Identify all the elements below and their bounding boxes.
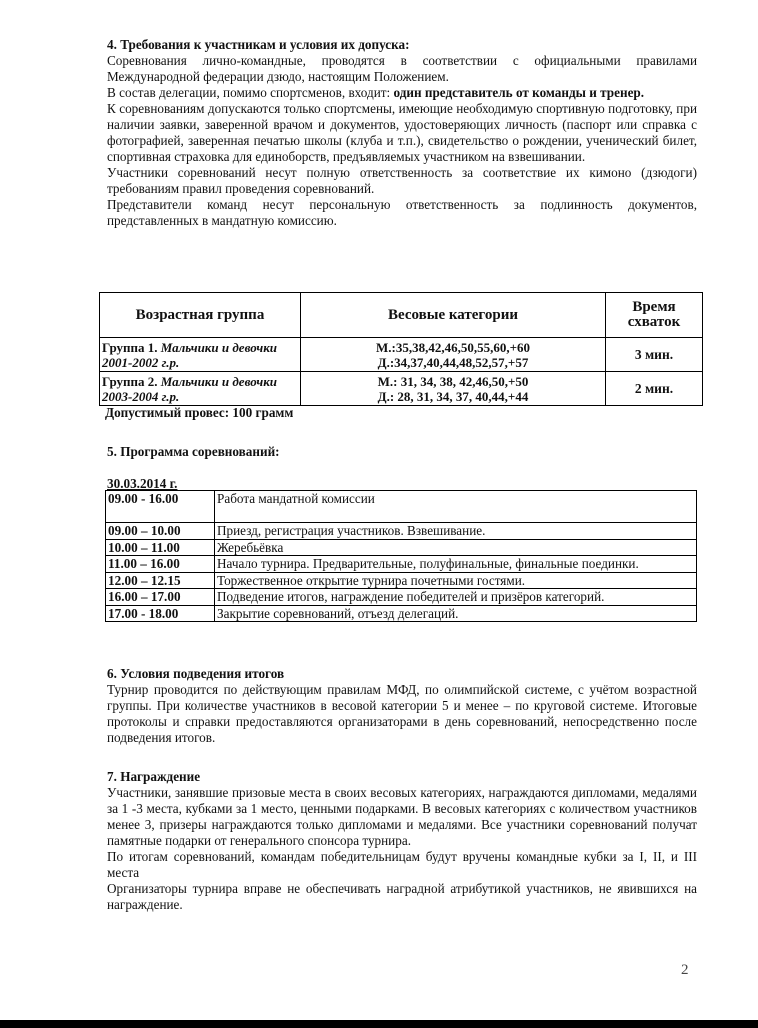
table-row xyxy=(106,572,697,589)
group-years: 2001-2002 г.р. xyxy=(102,354,180,370)
program-date: 30.03.2014 г. xyxy=(107,476,178,491)
weights-cell xyxy=(301,338,606,372)
age-group-cell xyxy=(100,338,301,372)
table-row xyxy=(106,605,697,622)
section-4-paragraph-4: Участники соревнований несут полную ответственность за соответствие их кимоно (дзюдоги) требованиям правил проведения соревнований. xyxy=(107,165,697,196)
page-number: 2 xyxy=(681,962,689,978)
schedule-activity: Закрытие соревнований, отъезд делегаций. xyxy=(215,605,697,622)
group-label: Группа 2. xyxy=(102,373,158,389)
schedule-time: 12.00 – 12.15 xyxy=(106,572,215,589)
group-label: Группа 1. xyxy=(102,339,158,355)
section-5-heading: 5. Программа соревнований: xyxy=(107,444,280,459)
table-row xyxy=(106,556,697,573)
schedule-activity: Подведение итогов, награждение победителей и призёров категорий. xyxy=(215,589,697,606)
schedule-time: 10.00 – 11.00 xyxy=(106,539,215,556)
weights-female: Д.: 28, 31, 34, 37, 40,44,+44 xyxy=(377,388,529,404)
weights-cell xyxy=(301,372,606,406)
section-6 xyxy=(107,666,697,746)
section-7-paragraph-1: Участники, занявшие призовые места в своих весовых категориях, награждаются дипломами, медалями за 1 -3 места, кубками за 1 место, ценными подарками. В весовых категориях с количеством участников менее 3, призеры награждаются только дипломами и медалями. Все участники соревнований получат памятные подарки от генерального спонсора турнира. xyxy=(107,785,697,848)
weights-male: М.: 31, 34, 38, 42,46,50,+50 xyxy=(377,373,529,389)
weights-female: Д.:34,37,40,44,48,52,57,+57 xyxy=(377,354,529,370)
program-schedule-table xyxy=(105,490,697,622)
group-description: Мальчики и девочки xyxy=(160,339,278,355)
section-7 xyxy=(107,769,697,913)
header-weight-categories: Весовые категории xyxy=(301,293,606,338)
table-row xyxy=(100,338,703,372)
age-group-cell xyxy=(100,372,301,406)
schedule-activity: Жеребьёвка xyxy=(215,539,697,556)
schedule-time: 09.00 – 10.00 xyxy=(106,523,215,540)
group-years: 2003-2004 г.р. xyxy=(102,388,180,404)
section-4-paragraph-2 xyxy=(107,85,697,101)
schedule-activity: Начало турнира. Предварительные, полуфинальные, финальные поединки. xyxy=(215,556,697,573)
schedule-activity: Приезд, регистрация участников. Взвешивание. xyxy=(215,523,697,540)
section-6-heading: 6. Условия подведения итогов xyxy=(107,666,285,681)
section-4-paragraph-5: Представители команд несут персональную ответственность за подлинность документов, представленных в мандатную комиссию. xyxy=(107,197,697,228)
section-7-heading: 7. Награждение xyxy=(107,769,201,784)
schedule-time: 17.00 - 18.00 xyxy=(106,605,215,622)
header-age-group: Возрастная группа xyxy=(100,293,301,338)
schedule-activity: Торжественное открытие турнира почетными гостями. xyxy=(215,572,697,589)
section-6-paragraph-1: Турнир проводится по действующим правилам МФД, по олимпийской системе, с учётом возрастной группы. При количестве участников в весовой категории 5 и менее – по круговой системе. Итоговые протоколы и справки предоставляются организаторами в день соревнований, непосредственно после подведения итогов. xyxy=(107,682,697,745)
table-row xyxy=(106,523,697,540)
schedule-time: 16.00 – 17.00 xyxy=(106,589,215,606)
table-row xyxy=(106,491,697,523)
bout-time-cell: 2 мин. xyxy=(606,372,703,406)
group-description: Мальчики и девочки xyxy=(160,373,278,389)
table-row xyxy=(106,589,697,606)
delegation-bold-text: один представитель от команды и тренер. xyxy=(393,85,645,100)
section-4 xyxy=(107,37,697,229)
table-row xyxy=(100,372,703,406)
section-4-paragraph-1: Соревнования лично-командные, проводятся в соответствии с официальными правилами Международной федерации дзюдо, настоящим Положением. xyxy=(107,53,697,84)
weight-categories-table xyxy=(99,292,703,406)
section-7-paragraph-3: Организаторы турнира вправе не обеспечивать наградной атрибутикой участников, не явившихся на награждение. xyxy=(107,881,697,912)
table-header-row xyxy=(100,293,703,338)
section-4-paragraph-3: К соревнованиям допускаются только спортсмены, имеющие необходимую спортивную подготовку, при наличии заявки, заверенной врачом и документов, удостоверяющих личность (паспорт или справка с фотографией, заверенная печатью школы (клуба и т.п.), свидетельство о рождении, ученический билет, спортивная страховка для единоборств, предъявляемых участником на взвешивании. xyxy=(107,101,697,164)
schedule-activity: Работа мандатной комиссии xyxy=(215,491,697,523)
section-4-heading: 4. Требования к участникам и условия их допуска: xyxy=(107,37,410,52)
section-7-paragraph-2: По итогам соревнований, командам победительницам будут вручены командные кубки за I, II, и III места xyxy=(107,849,697,880)
table-row xyxy=(106,539,697,556)
header-bout-time: Время схваток xyxy=(606,293,703,338)
weight-allowance-note: Допустимый провес: 100 грамм xyxy=(105,405,294,420)
schedule-time: 09.00 - 16.00 xyxy=(106,491,215,523)
bottom-edge-bar xyxy=(0,1020,758,1028)
weights-male: М.:35,38,42,46,50,55,60,+60 xyxy=(375,339,530,355)
schedule-time: 11.00 – 16.00 xyxy=(106,556,215,573)
delegation-text: В состав делегации, помимо спортсменов, входит: xyxy=(107,85,391,100)
bout-time-cell: 3 мин. xyxy=(606,338,703,372)
